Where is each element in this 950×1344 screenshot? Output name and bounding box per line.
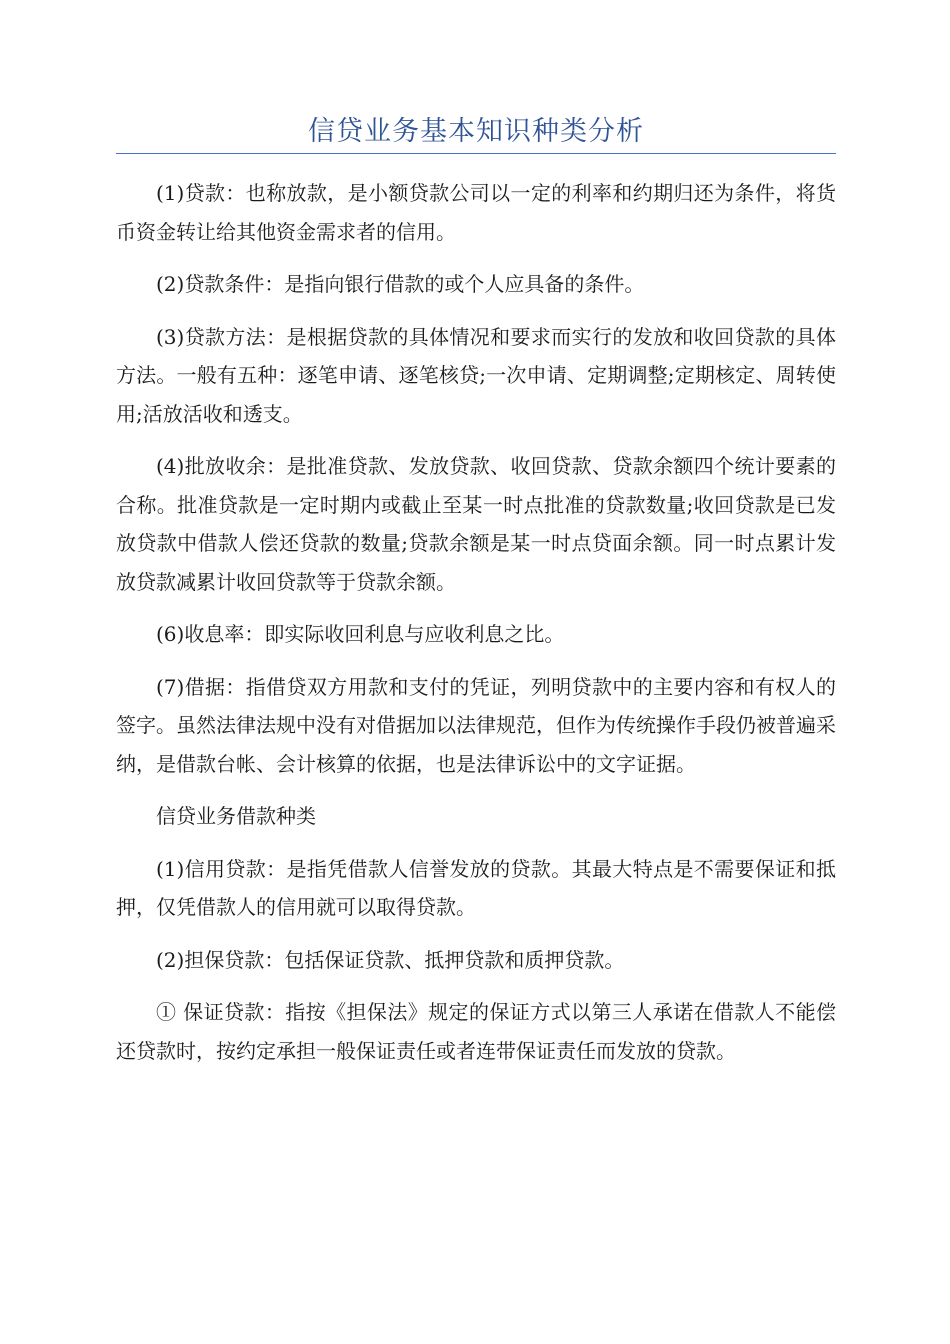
paragraph-surety-loan: ① 保证贷款：指按《担保法》规定的保证方式以第三人承诺在借款人不能偿还贷款时，按约定承担一般保证责任或者连带保证责任而发放的贷款。 [116, 1000, 836, 1063]
document-body [116, 174, 836, 1084]
paragraph-interest-collection-rate: (6)收息率：即实际收回利息与应收利息之比。 [156, 622, 565, 646]
paragraph-credit-loan: (1)信用贷款：是指凭借款人信誉发放的贷款。其最大特点是不需要保证和抵押，仅凭借款人的信用就可以取得贷款。 [116, 856, 836, 919]
paragraph-loan-receipt: (7)借据：指借贷双方用款和支付的凭证，列明贷款中的主要内容和有权人的签字。虽然法律法规中没有对借据加以法律规范，但作为传统操作手段仍被普遍采纳，是借款台帐、会计核算的依据，也是法律诉讼中的文字证据。 [116, 674, 836, 776]
paragraph-loan-methods: (3)贷款方法：是根据贷款的具体情况和要求而实行的发放和收回贷款的具体方法。一般有五种：逐笔申请、逐笔核贷;一次申请、定期调整;定期核定、周转使用;活放活收和透支。 [116, 324, 836, 426]
paragraph-guaranteed-loan: (2)担保贷款：包括保证贷款、抵押贷款和质押贷款。 [156, 947, 625, 972]
title-underline [116, 153, 836, 154]
paragraph-approval-statistics: (4)批放收余：是批准贷款、发放贷款、收回贷款、贷款余额四个统计要素的合称。批准贷款是一定时期内或截止至某一时点批准的贷款数量;收回贷款是已发放贷款中借款人偿还贷款的数量;贷款余额是某一时点贷面余额。同一时点累计发放贷款减累计收回贷款等于贷款余额。 [116, 454, 836, 594]
section-heading-loan-types: 信贷业务借款种类 [156, 804, 316, 828]
paragraph-loan-definition: (1)贷款：也称放款，是小额贷款公司以一定的利率和约期归还为条件，将货币资金转让给其他资金需求者的信用。 [116, 181, 836, 244]
paragraph-loan-conditions: (2)贷款条件：是指向银行借款的或个人应具备的条件。 [156, 272, 645, 296]
document-title: 信贷业务基本知识种类分析 [308, 116, 644, 147]
